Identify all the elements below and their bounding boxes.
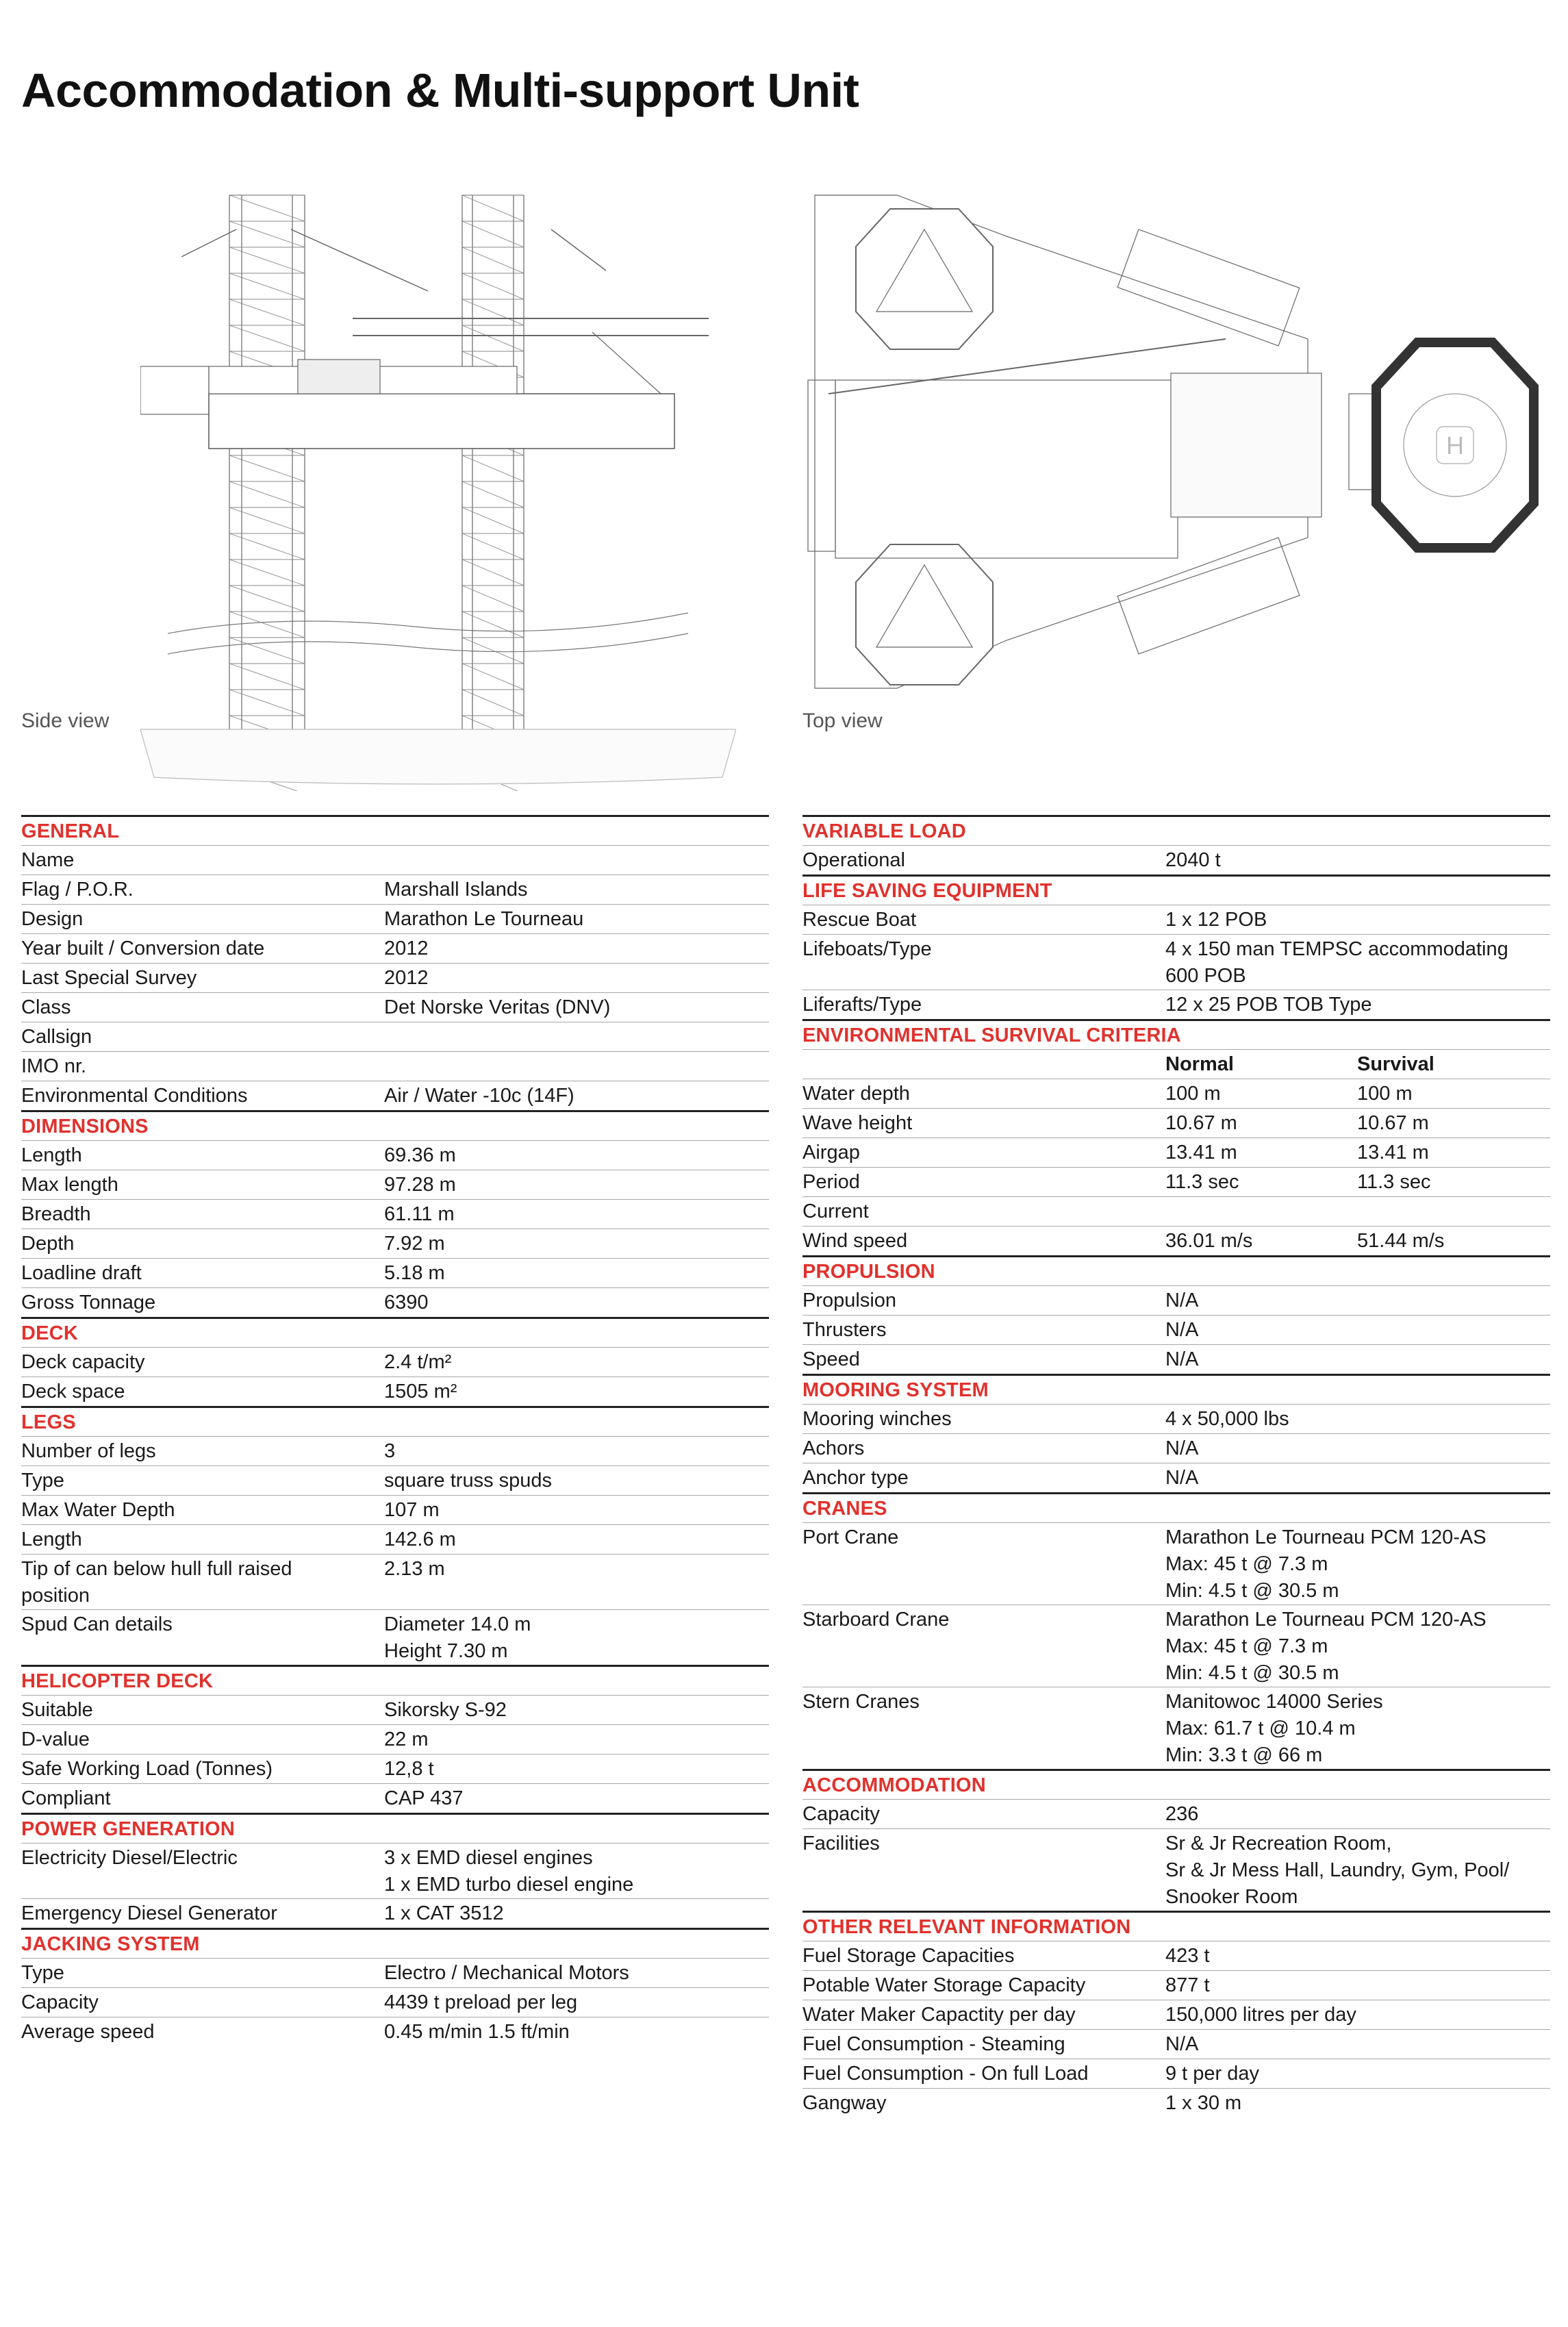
table-row <box>21 1898 769 1928</box>
spec-label: Operational <box>802 849 905 871</box>
spec-value: 61.11 m <box>384 1203 455 1225</box>
spec-label: Fuel Consumption - On full Load <box>802 2063 1089 2085</box>
table-row <box>21 845 769 875</box>
spec-label: Design <box>21 908 84 930</box>
section-heading-environmental-survival-criteria: ENVIRONMENTAL SURVIVAL CRITERIA <box>802 1019 1550 1049</box>
truss-brace <box>462 533 524 559</box>
spec-value: Marshall Islands <box>384 879 528 901</box>
table-row <box>21 1987 769 2017</box>
leg-right <box>462 195 524 777</box>
spec-value: 4439 t preload per leg <box>384 1991 578 2013</box>
page-title: Accommodation & Multi-support Unit <box>21 64 859 117</box>
truss-brace <box>229 481 305 507</box>
spec-value: 69.36 m <box>384 1144 456 1166</box>
spec-value: 12 x 25 POB TOB Type <box>1165 994 1372 1016</box>
truss-brace <box>462 638 524 664</box>
spec-label: Period <box>802 1171 860 1193</box>
spec-value: 877 t <box>1165 1974 1210 1996</box>
table-row <box>21 1229 769 1258</box>
spec-value: Diameter 14.0 m Height 7.30 m <box>384 1613 531 1662</box>
helipad-h-marking: H <box>1446 431 1464 460</box>
spec-label: Breadth <box>21 1203 91 1225</box>
spec-label: Capacity <box>21 1991 99 2013</box>
truss-brace <box>229 690 305 716</box>
table-row <box>802 1285 1550 1315</box>
spec-value: N/A <box>1165 1319 1199 1341</box>
table-header-row <box>802 1049 1550 1079</box>
spec-label: Current <box>802 1200 869 1222</box>
table-row <box>21 1287 769 1317</box>
spec-value: N/A <box>1165 1467 1199 1489</box>
spec-label: Loadline draft <box>21 1262 142 1284</box>
truss-brace <box>229 586 305 612</box>
spec-value: N/A <box>1165 1290 1199 1311</box>
spec-label: Gangway <box>802 2092 887 2114</box>
spec-label: Max Water Depth <box>21 1499 175 1521</box>
seabed <box>140 729 736 784</box>
truss-brace <box>462 586 524 612</box>
table-row <box>802 990 1550 1019</box>
spec-value: Manitowoc 14000 Series Max: 61.7 t @ 10.4 m Min: 3.3 t @ 66 m <box>1165 1691 1383 1766</box>
table-row <box>21 1609 769 1665</box>
spec-label: Environmental Conditions <box>21 1085 248 1107</box>
truss-brace <box>462 690 524 716</box>
spec-label: Type <box>21 1470 64 1492</box>
table-row <box>802 1137 1550 1167</box>
truss-brace <box>229 273 305 299</box>
spec-value: 36.01 m/s <box>1165 1230 1253 1252</box>
truss-brace <box>462 221 524 247</box>
truss-brace <box>229 195 305 221</box>
spec-value: 150,000 litres per day <box>1165 2004 1356 2026</box>
spec-value: 10.67 m <box>1357 1112 1429 1134</box>
spec-label: Anchor type <box>802 1467 909 1489</box>
spec-value: 2012 <box>384 938 429 959</box>
spec-label: Speed <box>802 1348 860 1370</box>
truss-brace <box>462 455 524 481</box>
spec-label: Compliant <box>21 1787 111 1809</box>
truss-brace <box>229 533 305 559</box>
table-row <box>802 1799 1550 1828</box>
spec-value: 22 m <box>384 1728 429 1750</box>
spec-value: 2.4 t/m² <box>384 1351 452 1373</box>
spec-value: square truss spuds <box>384 1470 553 1492</box>
spec-label: D-value <box>21 1728 90 1750</box>
spec-label: Deck capacity <box>21 1351 145 1373</box>
truss-brace <box>462 612 524 638</box>
truss-brace <box>462 247 524 273</box>
table-row <box>21 904 769 933</box>
spec-label: Fuel Consumption - Steaming <box>802 2033 1065 2055</box>
section-heading-cranes: CRANES <box>802 1492 1550 1522</box>
truss-brace <box>229 325 305 351</box>
table-row <box>21 1843 769 1898</box>
spec-value: 13.41 m <box>1357 1142 1429 1164</box>
spec-value: 3 <box>384 1440 396 1462</box>
spec-value: 4 x 50,000 lbs <box>1165 1408 1289 1430</box>
spec-value: 1 x 12 POB <box>1165 909 1267 931</box>
spec-label: Potable Water Storage Capacity <box>802 1974 1086 1996</box>
table-row <box>21 875 769 904</box>
truss-brace <box>229 299 305 325</box>
section-heading-life-saving-equipment: LIFE SAVING EQUIPMENT <box>802 875 1550 905</box>
truss-brace <box>462 299 524 325</box>
table-row <box>21 1199 769 1229</box>
spec-value: 12,8 t <box>384 1758 434 1780</box>
spec-value: 51.44 m/s <box>1357 1230 1445 1252</box>
spec-label: Max length <box>21 1174 118 1196</box>
spec-label: Depth <box>21 1233 75 1255</box>
side-view-caption: Side view <box>21 709 110 732</box>
spec-label: Facilities <box>802 1833 880 1854</box>
table-row <box>21 2017 769 2046</box>
spec-label: Class <box>21 996 71 1018</box>
table-row <box>21 1495 769 1524</box>
spec-label: Rescue Boat <box>802 909 917 931</box>
table-row <box>21 1376 769 1406</box>
section-heading-other-relevant-information: OTHER RELEVANT INFORMATION <box>802 1911 1550 1941</box>
spec-label: Lifeboats/Type <box>802 938 932 960</box>
spec-column-left <box>21 815 769 2046</box>
spec-value: N/A <box>1165 1348 1199 1370</box>
leg-left <box>229 195 305 777</box>
spec-label: Starboard Crane <box>802 1609 950 1631</box>
spec-value: 97.28 m <box>384 1174 456 1196</box>
spec-value: 2040 t <box>1165 849 1221 871</box>
spec-value: 11.3 sec <box>1357 1171 1431 1193</box>
spec-label: Water depth <box>802 1083 910 1105</box>
spec-label: Last Special Survey <box>21 967 197 989</box>
spec-value: 13.41 m <box>1165 1142 1237 1164</box>
spec-label: Average speed <box>21 2021 155 2043</box>
table-row <box>802 845 1550 875</box>
spec-value: Electro / Mechanical Motors <box>384 1962 629 1984</box>
table-row <box>802 2000 1550 2029</box>
spec-value: 1505 m² <box>384 1381 457 1403</box>
spec-value: CAP 437 <box>384 1787 464 1809</box>
table-row <box>21 1140 769 1170</box>
spec-value: 2.13 m <box>384 1558 445 1580</box>
table-row <box>21 1347 769 1376</box>
spec-label: Electricity Diesel/Electric <box>21 1847 238 1869</box>
section-heading-power-generation: POWER GENERATION <box>21 1813 769 1843</box>
table-row <box>21 1958 769 1987</box>
spec-label: Thrusters <box>802 1319 887 1341</box>
section-heading-dimensions: DIMENSIONS <box>21 1110 769 1140</box>
spec-label: Tip of can below hull full raised position <box>21 1558 292 1607</box>
truss-brace <box>229 612 305 638</box>
spec-value: 7.92 m <box>384 1233 445 1255</box>
table-row <box>21 1724 769 1754</box>
table-row <box>802 1315 1550 1344</box>
truss-brace <box>462 559 524 586</box>
table-row <box>21 1783 769 1813</box>
spec-value: 236 <box>1165 1803 1199 1825</box>
table-row <box>21 1022 769 1051</box>
table-row <box>802 1522 1550 1605</box>
truss-brace <box>229 507 305 533</box>
spec-value: 100 m <box>1357 1083 1413 1105</box>
table-row <box>21 1554 769 1609</box>
spec-label: Wave height <box>802 1112 913 1134</box>
spec-label: Port Crane <box>802 1526 899 1548</box>
spec-value: 423 t <box>1165 1945 1210 1967</box>
truss-brace <box>229 559 305 586</box>
section-heading-propulsion: PROPULSION <box>802 1255 1550 1285</box>
spec-label: Length <box>21 1529 82 1550</box>
table-row <box>21 1051 769 1081</box>
spec-label: Callsign <box>21 1026 92 1048</box>
spec-label: Suitable <box>21 1699 93 1721</box>
spec-label: Year built / Conversion date <box>21 938 265 959</box>
spec-label: Safe Working Load (Tonnes) <box>21 1758 273 1780</box>
truss-brace <box>462 273 524 299</box>
section-heading-jacking-system: JACKING SYSTEM <box>21 1928 769 1958</box>
table-row <box>802 1941 1550 1970</box>
side-view-drawing <box>140 188 736 791</box>
table-row <box>802 1196 1550 1226</box>
table-row <box>21 1081 769 1110</box>
spec-label: Fuel Storage Capacities <box>802 1945 1015 1967</box>
spec-value: 3 x EMD diesel engines 1 x EMD turbo diesel engine <box>384 1847 634 1896</box>
spec-value: 100 m <box>1165 1083 1221 1105</box>
table-row <box>21 933 769 963</box>
table-row <box>802 1463 1550 1492</box>
spec-value: 9 t per day <box>1165 2063 1260 2085</box>
top-view-drawing <box>787 181 1554 702</box>
spec-value: Det Norske Veritas (DNV) <box>384 996 611 1018</box>
spec-value: 142.6 m <box>384 1529 456 1550</box>
table-row <box>802 1687 1550 1769</box>
spec-label: Deck space <box>21 1381 125 1403</box>
table-row <box>802 1344 1550 1374</box>
table-row <box>21 1436 769 1466</box>
spec-value: Marathon Le Tourneau <box>384 908 584 930</box>
spec-value: Marathon Le Tourneau PCM 120-AS Max: 45 t @ 7.3 m Min: 4.5 t @ 30.5 m <box>1165 1609 1487 1684</box>
table-row <box>802 1108 1550 1137</box>
spec-label: Airgap <box>802 1142 860 1164</box>
truss-brace <box>229 247 305 273</box>
spec-label: Capacity <box>802 1803 880 1825</box>
spec-value: 107 m <box>384 1499 440 1521</box>
table-row <box>21 1258 769 1287</box>
section-heading-helicopter-deck: HELICOPTER DECK <box>21 1665 769 1695</box>
table-row <box>21 1524 769 1554</box>
table-row <box>802 1970 1550 2000</box>
section-heading-general: GENERAL <box>21 815 769 845</box>
spec-label: Flag / P.O.R. <box>21 879 134 901</box>
table-row <box>802 1226 1550 1255</box>
table-row <box>802 934 1550 990</box>
spec-value: 2012 <box>384 967 429 989</box>
spec-label: Spud Can details <box>21 1613 173 1635</box>
truss-brace <box>229 221 305 247</box>
spec-label: Propulsion <box>802 1290 897 1311</box>
table-row <box>21 992 769 1022</box>
spec-label: Achors <box>802 1437 865 1459</box>
spec-value: 1 x 30 m <box>1165 2092 1242 2114</box>
section-heading-accommodation: ACCOMMODATION <box>802 1769 1550 1799</box>
truss-brace <box>229 664 305 690</box>
table-row <box>21 1170 769 1199</box>
header-cell: Survival <box>1357 1053 1434 1075</box>
truss-brace <box>462 195 524 221</box>
table-row <box>802 1167 1550 1196</box>
spec-label: Wind speed <box>802 1230 908 1252</box>
hull <box>209 394 674 449</box>
table-row <box>802 2059 1550 2088</box>
spec-label: Emergency Diesel Generator <box>21 1902 277 1924</box>
spec-value: 6390 <box>384 1292 429 1313</box>
section-heading-mooring-system: MOORING SYSTEM <box>802 1374 1550 1404</box>
table-row <box>802 1404 1550 1433</box>
spec-label: Gross Tonnage <box>21 1292 156 1313</box>
spec-label: Type <box>21 1962 64 1984</box>
table-row <box>802 1605 1550 1687</box>
table-row <box>21 1466 769 1495</box>
section-heading-deck: DECK <box>21 1317 769 1347</box>
spec-value: 0.45 m/min 1.5 ft/min <box>384 2021 570 2043</box>
spec-label: Stern Cranes <box>802 1691 920 1713</box>
truss-brace <box>229 455 305 481</box>
spec-value: 5.18 m <box>384 1262 445 1284</box>
spec-value: Sr & Jr Recreation Room, Sr & Jr Mess Hall, Laundry, Gym, Pool/ Snooker Room <box>1165 1833 1510 1908</box>
truss-brace <box>462 664 524 690</box>
header-cell: Normal <box>1165 1053 1234 1075</box>
spec-label: Number of legs <box>21 1440 156 1462</box>
spec-label: Water Maker Capactity per day <box>802 2004 1076 2026</box>
table-row <box>802 905 1550 934</box>
table-row <box>802 1433 1550 1463</box>
top-view-caption: Top view <box>802 709 883 732</box>
spec-value: Air / Water -10c (14F) <box>384 1085 574 1107</box>
spec-value: 10.67 m <box>1165 1112 1237 1134</box>
spec-value: 1 x CAT 3512 <box>384 1902 504 1924</box>
spec-label: IMO nr. <box>21 1055 87 1077</box>
spec-value: Sikorsky S-92 <box>384 1699 507 1721</box>
table-row <box>802 1079 1550 1108</box>
table-row <box>802 2029 1550 2059</box>
truss-brace <box>462 325 524 351</box>
section-heading-legs: LEGS <box>21 1406 769 1436</box>
table-row <box>21 963 769 992</box>
table-row <box>802 1828 1550 1911</box>
spec-value: N/A <box>1165 2033 1199 2055</box>
spec-label: Mooring winches <box>802 1408 952 1430</box>
spec-value: 11.3 sec <box>1165 1171 1239 1193</box>
spec-label: Liferafts/Type <box>802 994 922 1016</box>
table-row <box>21 1695 769 1724</box>
spec-label: Length <box>21 1144 82 1166</box>
section-heading-variable-load: VARIABLE LOAD <box>802 815 1550 845</box>
truss-brace <box>462 481 524 507</box>
spec-value: 4 x 150 man TEMPSC accommodating 600 POB <box>1165 938 1508 987</box>
spec-label: Name <box>21 849 75 871</box>
spec-value: Marathon Le Tourneau PCM 120-AS Max: 45 t @ 7.3 m Min: 4.5 t @ 30.5 m <box>1165 1526 1487 1602</box>
spec-column-right <box>802 815 1550 2117</box>
spec-value: N/A <box>1165 1437 1199 1459</box>
table-row <box>802 2088 1550 2117</box>
table-row <box>21 1754 769 1783</box>
truss-brace <box>462 507 524 533</box>
